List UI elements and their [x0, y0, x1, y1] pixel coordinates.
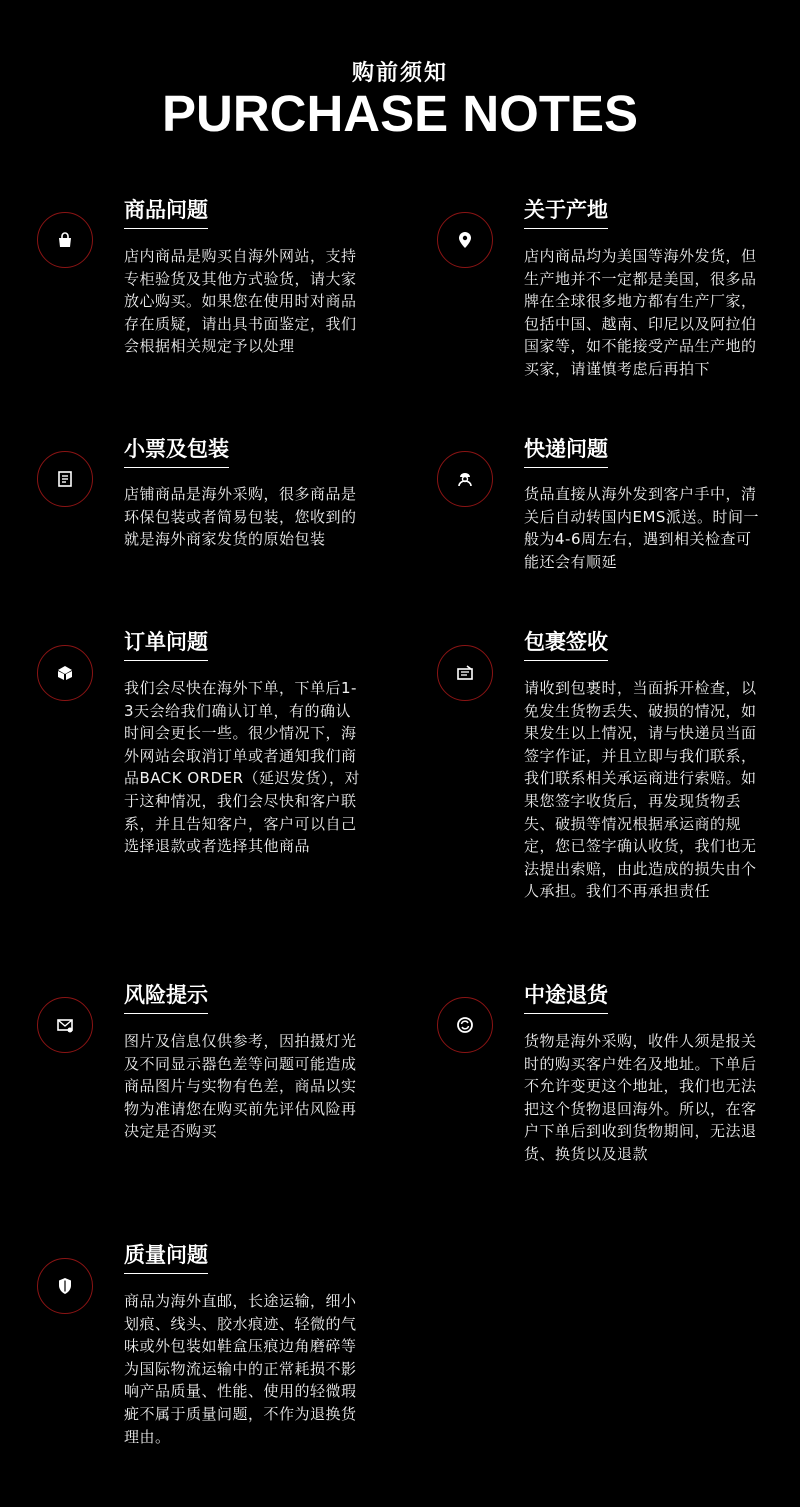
note-text: 店内商品均为美国等海外发货，但生产地并不一定都是美国，很多品牌在全球很多地方都有生产厂家，包括中国、越南、印尼以及阿拉伯国家等，如不能接受产品生产地的买家，请谨慎考虑后再拍下 [524, 247, 757, 378]
box-icon [37, 645, 93, 701]
note-text: 店铺商品是海外采购，很多商品是环保包装或者简易包装，您收到的就是海外商家发货的原始包装 [124, 485, 357, 549]
shopping-bag-icon [37, 212, 93, 268]
note-title: 商品问题 [124, 197, 208, 229]
note-text: 店内商品是购买自海外网站，支持专柜验货及其他方式验货，请大家放心购买。如果您在使用时对商品存在质疑，请出具书面鉴定，我们会根据相关规定予以处理 [124, 247, 357, 356]
return-cycle-icon [437, 997, 493, 1053]
note-title: 小票及包装 [124, 436, 229, 468]
note-title: 风险提示 [124, 982, 208, 1014]
note-title: 包裹签收 [524, 629, 608, 661]
note-title: 关于产地 [524, 197, 608, 229]
note-text: 我们会尽快在海外下单，下单后1-3天会给我们确认订单，有的确认时间会更长一些。很少情况下，海外网站会取消订单或者通知我们商品BACK ORDER（延迟发货），对于这种情况，我们会尽快和客户联系，并且告知客户，客户可以自己选择退款或者选择其他商品 [124, 679, 361, 856]
risk-envelope-icon [37, 997, 93, 1053]
shield-icon [37, 1258, 93, 1314]
note-title: 订单问题 [124, 629, 208, 661]
note-text: 货品直接从海外发到客户手中，清关后自动转国内EMS派送。时间一般为4-6周左右，遇到相关检查可能还会有顺延 [524, 485, 759, 571]
courier-icon [437, 451, 493, 507]
note-text: 请收到包裹时，当面拆开检查，以免发生货物丢失、破损的情况，如果发生以上情况，请与快递员当面签字作证，并且立即与我们联系，我们联系相关承运商进行索赔。如果您签字收货后，再发现货物丢失、破损等情况根据承运商的规定，您已签字确认收货，我们也无法提出索赔，由此造成的损失由个人承担。我们不再承担责任 [524, 679, 757, 901]
location-pin-icon [437, 212, 493, 268]
note-text: 商品为海外直邮，长途运输，细小划痕、线头、胶水痕迹、轻微的气味或外包装如鞋盒压痕边角磨碎等为国际物流运输中的正常耗损不影响产品质量、性能、使用的轻微瑕疵不属于质量问题，不作为退换货理由。 [124, 1292, 357, 1446]
package-sign-icon [437, 645, 493, 701]
page-title-en: PURCHASE NOTES [161, 85, 639, 142]
note-title: 质量问题 [124, 1242, 208, 1274]
receipt-icon [37, 451, 93, 507]
note-title: 快递问题 [524, 436, 608, 468]
page-title-cn: 购前须知 [351, 61, 448, 86]
note-text: 货物是海外采购，收件人须是报关时的购买客户姓名及地址。下单后不允许变更这个地址，我们也无法把这个货物退回海外。所以，在客户下单后到收到货物期间，无法退货、换货以及退款 [524, 1032, 757, 1163]
note-title: 中途退货 [524, 982, 608, 1014]
note-text: 图片及信息仅供参考，因拍摄灯光及不同显示器色差等问题可能造成商品图片与实物有色差，商品以实物为准请您在购买前先评估风险再决定是否购买 [124, 1032, 357, 1141]
